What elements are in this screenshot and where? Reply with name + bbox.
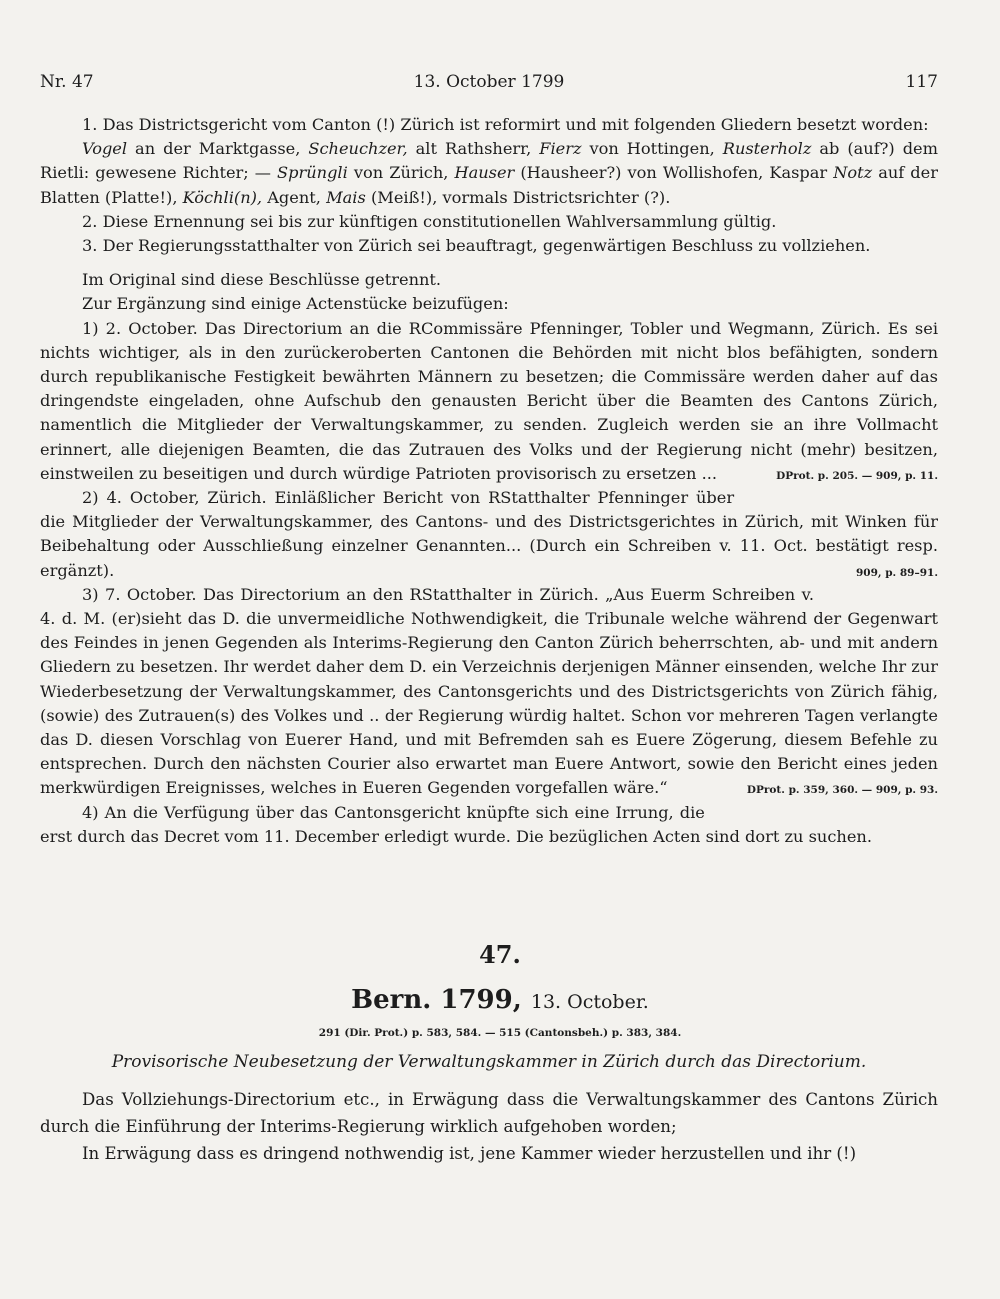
decree-paragraph-1: Das Vollziehungs-Directorium etc., in Erwägung dass die Verwaltungskammer des Cantons Zürich durch die Einführung der Interims-Regierung wirklich aufgehoben worden; xyxy=(40,1090,938,1136)
note-1-text: 1) 2. October. Das Directorium an die RCommissäre Pfenninger, Tobler und Wegmann, Zürich. Es sei nichts wichtiger, als in den zurückeroberten Cantonen die Behörden mit nicht blos befähigten, sondern durch republikanische Festigkeit bewährten Männern zu besetzen; die Commissäre werden daher auf das dringendste eingeladen, ohne Aufschub den genausten Bericht über die Beamten des Cantons Zürich, namentlich die Mitglieder der Verwaltungskammer, zu senden. Zugleich werden sie an ihre Vollmacht erinnert, alle diejenigen Beamten, die das Zutrauen des Volks und der Regierung nicht (mehr) besitzen, einstweilen zu beseitigen und durch würdige Patrioten provisorisch zu ersetzen ... xyxy=(40,318,938,483)
heading-date: 13. October. xyxy=(530,991,649,1013)
section-heading xyxy=(0,985,1000,1015)
note-2-reference: 909, p. 89–91. xyxy=(855,566,938,579)
decree-text xyxy=(40,1086,938,1167)
note-2 xyxy=(40,486,938,583)
name-scheuchzer: Scheuchzer, xyxy=(308,139,408,159)
member-text: ab (auf?) dem Rietli: gewesene Richter; — xyxy=(40,139,938,183)
note-4: 4) An die Verfügung über das Cantonsgericht knüpfte sich eine Irrung, die erst durch das Decret vom 11. December erledigt wurde. Die bezüglichen Acten sind dort zu suchen. xyxy=(40,802,872,846)
member-text: an der Marktgasse, xyxy=(127,139,309,159)
member-text: von Zürich, xyxy=(347,163,455,183)
section-title: Provisorische Neubesetzung der Verwaltungskammer in Zürich durch das Directorium. xyxy=(111,1052,867,1072)
name-mais: Mais xyxy=(326,187,366,207)
page-header xyxy=(40,72,938,96)
member-text: von Hottingen, xyxy=(581,139,723,159)
paragraph-1: 1. Das Districtsgericht vom Canton (!) Zürich ist reformirt und mit folgenden Gliedern besetzt worden: xyxy=(82,115,929,134)
member-text: auf der Blatten (Platte!), xyxy=(40,163,938,207)
main-text xyxy=(40,113,938,849)
note-1-reference: DProt. p. 205. — 909, p. 11. xyxy=(776,469,938,482)
name-hauser: Hauser xyxy=(454,163,515,183)
supplement-intro: Zur Ergänzung sind einige Actenstücke beizufügen: xyxy=(82,294,509,314)
note-1 xyxy=(40,317,938,486)
name-rusterholz: Rusterholz xyxy=(722,139,812,159)
member-text: Agent, xyxy=(262,187,327,207)
name-vogel: Vogel xyxy=(82,139,128,159)
original-note: Im Original sind diese Beschlüsse getrennt. xyxy=(82,270,442,290)
page-number: 117 xyxy=(905,72,938,92)
name-spruengli: Sprüngli xyxy=(277,163,348,183)
decree-paragraph-2: In Erwägung dass es dringend nothwendig ist, jene Kammer wieder herzustellen und ihr (!) xyxy=(82,1144,857,1163)
note-3 xyxy=(40,583,938,801)
note-2-text: 2) 4. October, Zürich. Einläßlicher Bericht von RStatthalter Pfenninger über die Mitglieder der Verwaltungskammer, des Cantons- und des Districtsgerichtes in Zürich, mit Winken für Beibehaltung oder Ausschließung einzelner Genannten... (Durch ein Schreiben v. 11. Oct. bestätigt resp. ergänzt). xyxy=(40,488,938,580)
paragraph-2: 2. Diese Ernennung sei bis zur künftigen constitutionellen Wahlversammlung gültig. xyxy=(82,211,777,231)
paragraph-3: 3. Der Regierungsstatthalter von Zürich sei beauftragt, gegenwärtigen Beschluss zu vollziehen. xyxy=(82,236,871,256)
member-list xyxy=(40,137,938,210)
source-references: 291 (Dir. Prot.) p. 583, 584. — 515 (Cantonsbeh.) p. 383, 384. xyxy=(318,1027,682,1039)
member-text: (Meiß!), vormals Districtsrichter (?). xyxy=(365,187,671,207)
header-date: 13. October 1799 xyxy=(413,72,565,92)
year: 1799, xyxy=(440,985,522,1015)
name-notz: Notz xyxy=(833,163,873,183)
note-3-text: 3) 7. October. Das Directorium an den RStatthalter in Zürich. „Aus Euerm Schreiben v. 4. d. M. (er)sieht das D. die unvermeidliche Nothwendigkeit, die Tribunale welche während der Gegenwart des Feindes in jenen Gegenden als Interims-Regierung den Canton Zürich beherrschten, ab- und mit andern Gliedern zu besetzen. Ihr werdet daher dem D. ein Verzeichnis derjenigen Männer einsenden, welche Ihr zur Wiederbesetzung der Verwaltungskammer, des Cantonsgerichts und des Districtsgerichts von Zürich fähig, (sowie) des Zutrauen(s) des Volkes und .. der Regierung würdig haltet. Schon vor mehreren Tagen verlangte das D. diesen Vorschlag von Euerer Hand, und mit Befremden sah es Euere Zögerung, diesem Befehle zu entsprechen. Durch den nächsten Courier also erwartet man Euere Antwort, sowie den Bericht eines jeden merkwürdigen Ereignisses, welches in Eueren Gegenden vorgefallen wäre.“ xyxy=(40,584,938,798)
member-text: (Hausheer?) von Wollishofen, Kaspar xyxy=(514,163,834,183)
note-3-reference: DProt. p. 359, 360. — 909, p. 93. xyxy=(746,784,938,797)
name-fierz: Fierz xyxy=(539,139,582,159)
name-koechli: Köchli(n), xyxy=(182,187,263,207)
place: Bern. xyxy=(351,985,432,1015)
document-number: Nr. 47 xyxy=(40,72,94,92)
section-number: 47. xyxy=(479,940,521,969)
member-text: alt Rathsherr, xyxy=(407,139,540,159)
